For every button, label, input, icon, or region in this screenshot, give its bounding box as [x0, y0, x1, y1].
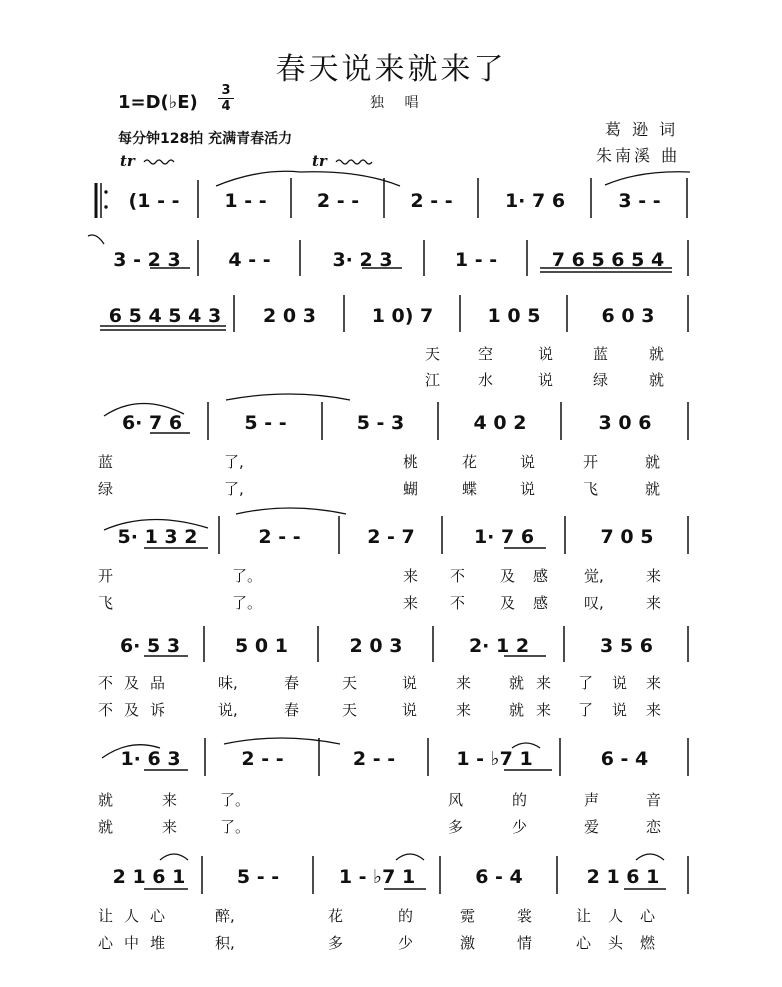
lyric: 味, — [218, 674, 238, 692]
lyric: 风 — [448, 791, 464, 809]
lyric: 及 — [500, 567, 516, 585]
lyric: 水 — [478, 371, 494, 389]
lyric: 就 — [645, 480, 661, 498]
measure: 2 1 6 1 — [112, 866, 186, 888]
slur-s4-b — [226, 394, 350, 400]
lyric: 不 — [450, 594, 466, 612]
lyric: 说 — [612, 701, 628, 719]
measure: 6 0 3 — [601, 305, 655, 327]
lyric: 少 — [512, 818, 528, 836]
lyric: 了 — [578, 674, 594, 692]
lyric: 不 — [98, 701, 114, 719]
lyric: 就 — [645, 453, 661, 471]
tempo-marking: 每分钟128拍 充满青春活力 — [118, 131, 293, 147]
lyric: 就 — [98, 818, 114, 836]
measure: 3 0 6 — [598, 412, 652, 434]
lyric: 来 — [162, 818, 178, 836]
lyric: 绿 — [98, 480, 114, 498]
lyric: 不 — [98, 674, 114, 692]
trill-wave-1 — [144, 160, 174, 164]
measure: 1· 7 6 — [504, 190, 566, 212]
lyric: 来 — [646, 674, 662, 692]
lyric: 飞 — [98, 594, 114, 612]
lyric: 飞 — [583, 480, 599, 498]
measure: 1 - ♭7 1 — [338, 866, 416, 888]
lyric: 就 — [509, 701, 525, 719]
lyric: 了, — [224, 480, 244, 498]
measure: 1 0) 7 — [371, 305, 434, 327]
lyric: 蝴 — [403, 480, 419, 498]
slur-s8-b — [396, 854, 424, 860]
lyric: 心 — [576, 934, 592, 952]
lyric: 来 — [536, 701, 552, 719]
lyric: 说 — [520, 453, 536, 471]
lyric: 让 — [576, 907, 592, 925]
lyric: 来 — [403, 567, 419, 585]
measure: 6 5 4 5 4 3 — [108, 305, 222, 327]
lyric: 少 — [398, 934, 414, 952]
lyric: 就 — [649, 371, 665, 389]
lyric: 说 — [402, 674, 418, 692]
performance-type: 独 唱 — [370, 95, 427, 111]
lyric: 春 — [284, 674, 300, 692]
lyric: 蝶 — [462, 480, 478, 498]
lyric: 头 — [608, 934, 624, 952]
slur-s1-b — [605, 172, 690, 185]
measure: 1 0 5 — [487, 305, 541, 327]
trill-wave-2 — [336, 160, 372, 164]
measure: 4 - - — [228, 249, 271, 271]
lyric: 燃 — [640, 934, 656, 952]
lyric: 感 — [533, 567, 549, 585]
lyric: 来 — [403, 594, 419, 612]
lyric: 人 — [608, 907, 624, 925]
lyric: 了。 — [232, 567, 263, 585]
measure: 6· 7 6 — [121, 412, 183, 434]
measure: 3 5 6 — [600, 635, 653, 657]
lyric: 霓 — [460, 907, 476, 925]
lyric: 空 — [478, 345, 494, 363]
lyric: 及 — [500, 594, 516, 612]
lyric: 让 — [98, 907, 114, 925]
lyric: 说 — [538, 371, 554, 389]
lyric: 了 — [578, 701, 594, 719]
time-signature-bottom: 4 — [221, 99, 231, 114]
measure: 1 - - — [224, 190, 267, 212]
measure: 2 - - — [316, 190, 360, 212]
lyric: 堆 — [150, 934, 166, 952]
slur-s5-b — [236, 508, 346, 514]
measure: 5 0 1 — [235, 635, 288, 657]
lyric: 爱 — [584, 818, 600, 836]
lyric: 就 — [509, 674, 525, 692]
lyric: 音 — [646, 791, 662, 809]
lyric: 了, — [224, 453, 244, 471]
slur-s1-a — [216, 171, 400, 186]
lyric: 声 — [584, 791, 600, 809]
lyric: 了。 — [220, 818, 251, 836]
lyric: 多 — [328, 934, 344, 952]
measure: 5 - 3 — [356, 412, 405, 434]
lyric: 天 — [342, 701, 358, 719]
lyric: 蓝 — [98, 453, 114, 471]
measure: 1 - - — [454, 249, 498, 271]
lyric: 就 — [98, 791, 114, 809]
lyric: 来 — [456, 674, 472, 692]
slur-s8-c — [636, 854, 664, 860]
measure: 3· 2 3 — [332, 249, 393, 271]
lyric: 品 — [150, 674, 166, 692]
lyric: 桃 — [403, 453, 419, 471]
lyric: 来 — [536, 674, 552, 692]
song-title: 春天说来就来了 — [275, 52, 507, 87]
lyric: 开 — [583, 453, 599, 471]
measure: (1 - - — [128, 190, 180, 212]
measure: 2 0 3 — [349, 635, 403, 657]
measure: 3 - - — [618, 190, 661, 212]
measure: 2 - - — [352, 748, 396, 770]
time-signature-top: 3 — [221, 83, 231, 98]
measure: 5· 1 3 2 — [117, 526, 198, 548]
measure: 1· 6 3 — [120, 748, 181, 770]
lyric: 及 — [124, 674, 140, 692]
lyric: 说, — [218, 701, 238, 719]
measure: 2· 1 2 — [468, 635, 530, 657]
measure: 7 6 5 6 5 4 — [551, 249, 665, 271]
lyric: 江 — [425, 371, 441, 389]
lyric: 开 — [98, 567, 114, 585]
measure: 2 - - — [241, 748, 284, 770]
lyric: 说 — [402, 701, 418, 719]
lyric: 心 — [640, 907, 656, 925]
lyric: 醉, — [215, 907, 235, 925]
measure: 2 0 3 — [263, 305, 316, 327]
measure: 5 - - — [236, 866, 280, 888]
measure: 1 - ♭7 1 — [456, 748, 533, 770]
lyric: 说 — [520, 480, 536, 498]
lyric: 感 — [533, 594, 549, 612]
lyric: 叹, — [584, 594, 604, 612]
lyric: 心 — [98, 934, 114, 952]
measure: 7 0 5 — [600, 526, 654, 548]
lyric: 心 — [150, 907, 166, 925]
measure: 2 - 7 — [367, 526, 415, 548]
lyric: 中 — [124, 934, 140, 952]
lyric: 诉 — [150, 701, 166, 719]
measure: 4 0 2 — [473, 412, 527, 434]
lyric: 来 — [162, 791, 178, 809]
lyric: 的 — [512, 791, 528, 809]
lyric: 来 — [646, 594, 662, 612]
lyric: 的 — [398, 907, 414, 925]
lyric: 了。 — [232, 594, 263, 612]
lyric: 人 — [124, 907, 140, 925]
lyric: 说 — [538, 345, 554, 363]
lyric: 不 — [450, 567, 466, 585]
measure: 1· 7 6 — [473, 526, 535, 548]
lyric: 了。 — [220, 791, 251, 809]
lyric: 来 — [456, 701, 472, 719]
measure: 2 - - — [258, 526, 301, 548]
lyric: 来 — [646, 567, 662, 585]
lyric: 说 — [612, 674, 628, 692]
lyric: 春 — [284, 701, 300, 719]
lyric: 蓝 — [593, 345, 609, 363]
lyric: 就 — [649, 345, 665, 363]
lyric: 积, — [215, 934, 235, 952]
measure: 3 - 2 3 — [113, 249, 181, 271]
lyric: 恋 — [646, 818, 662, 836]
lyric: 激 — [460, 934, 476, 952]
slur-s7-b — [224, 738, 340, 744]
lyric: 天 — [342, 674, 358, 692]
lyric: 绿 — [593, 371, 609, 389]
lyric: 来 — [646, 701, 662, 719]
composer-credit: 朱南溪 曲 — [596, 146, 681, 165]
measure: 5 - - — [244, 412, 287, 434]
lyric: 天 — [425, 345, 441, 363]
measure: 2 - - — [410, 190, 453, 212]
slur-s2-tie — [88, 235, 104, 244]
lyric: 多 — [448, 818, 464, 836]
lyric: 花 — [328, 907, 344, 925]
lyric: 情 — [517, 934, 533, 952]
lyric: 花 — [462, 453, 478, 471]
key-signature: 1=D(♭E) — [118, 92, 198, 113]
lyricist-credit: 葛 逊 词 — [605, 120, 679, 139]
lyric: 裳 — [517, 907, 533, 925]
measure: 2 1 6 1 — [586, 866, 660, 888]
lyric: 觉, — [584, 567, 604, 585]
trill-mark-2: tr — [312, 152, 327, 170]
measure: 6 - 4 — [600, 748, 649, 770]
measure: 6· 5 3 — [119, 635, 181, 657]
measure: 6 - 4 — [475, 866, 523, 888]
trill-mark-1: tr — [120, 152, 135, 170]
slur-s8-a — [160, 854, 188, 860]
lyric: 及 — [124, 701, 140, 719]
